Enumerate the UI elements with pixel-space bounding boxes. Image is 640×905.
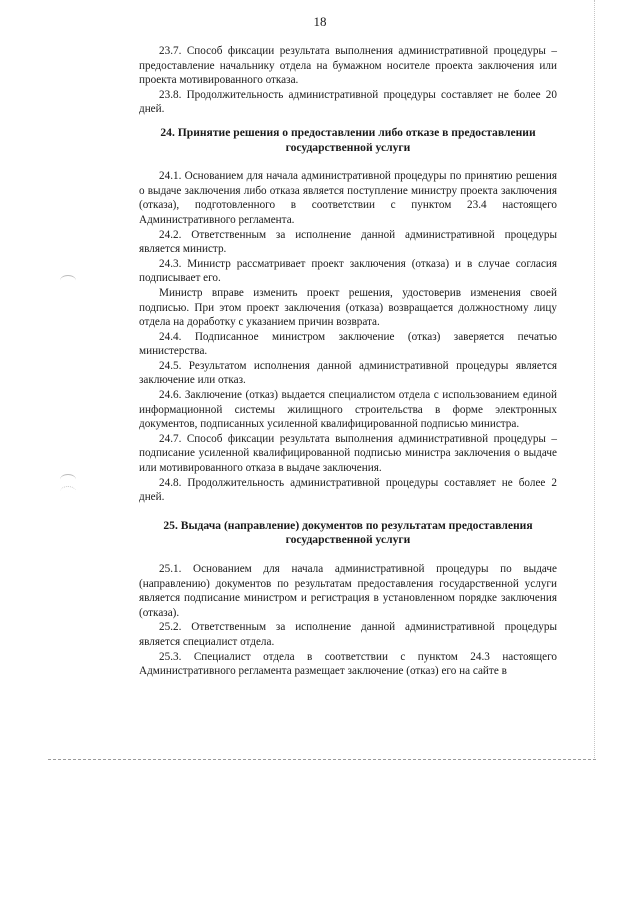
paragraph-23-7: 23.7. Способ фиксации результата выполнения административной процедуры – предоставление начальнику отдела на бумажном носителе проекта заключения или проекта мотивированного отказа. [139, 45, 557, 87]
paragraph-25-3: 25.3. Специалист отдела в соответствии с пунктом 24.3 настоящего Административного регламента размещает заключение (отказ) его на сайте в [139, 650, 557, 678]
paragraph-24-6: 24.6. Заключение (отказ) выдается специалистом отдела с использованием единой информационной системы жилищного строительства в форме электронных документов, подписанных усиленной квалифицированной подписью министра. [139, 389, 557, 431]
paragraph-24-3-continued: Министр вправе изменить проект решения, удостоверив изменения своей подписью. При этом проект заключения (отказа) возвращается должностному лицу отдела на доработку с указанием причин возврата. [139, 286, 557, 329]
section-heading-25: 25. Выдача (направление) документов по результатам предоставления государственной услуги [163, 518, 533, 547]
scan-edge-right [594, 0, 595, 760]
paragraph-24-1: 24.1. Основанием для начала административной процедуры по принятию решения о выдаче заключения либо отказа является поступление министру проекта заключения (отказа), подготовленного в соответствии с пунктом 23.4 настоящего Административного регламента. [139, 170, 557, 226]
scan-punch-mark [60, 486, 76, 497]
paragraph-25-1: 25.1. Основанием для начала административной процедуры по выдаче (направлению) документов по результатам предоставления государственной услуги является подписание министром и регистрация в установленном порядке заключения (отказа). [139, 563, 557, 619]
scan-edge-bottom [48, 759, 596, 760]
paragraph-24-3: 24.3. Министр рассматривает проект заключения (отказа) и в случае согласия подписывает его. [139, 257, 557, 285]
paragraph-24-2: 24.2. Ответственным за исполнение данной административной процедуры является министр. [139, 228, 557, 256]
scan-punch-mark [60, 474, 76, 485]
paragraph-24-5: 24.5. Результатом исполнения данной административной процедуры является заключение или отказ. [139, 359, 557, 387]
section-heading-24: 24. Принятие решения о предоставлении либо отказе в предоставлении государственной услуги [160, 125, 536, 154]
paragraph-24-4: 24.4. Подписанное министром заключение (отказ) заверяется печатью министерства. [139, 330, 557, 358]
paragraph-23-8: 23.8. Продолжительность административной процедуры составляет не более 20 дней. [139, 88, 557, 116]
scan-punch-mark [60, 275, 76, 286]
page-number: 18 [313, 14, 327, 29]
paragraph-24-8: 24.8. Продолжительность административной процедуры составляет не более 2 дней. [139, 476, 557, 504]
paragraph-25-2: 25.2. Ответственным за исполнение данной административной процедуры является специалист отдела. [139, 621, 557, 648]
document-body [139, 44, 557, 679]
paragraph-24-7: 24.7. Способ фиксации результата выполнения административной процедуры – подписание усиленной квалифицированной подписью министра заключения о выдаче или мотивированного отказа в выдаче заключения. [139, 432, 557, 475]
